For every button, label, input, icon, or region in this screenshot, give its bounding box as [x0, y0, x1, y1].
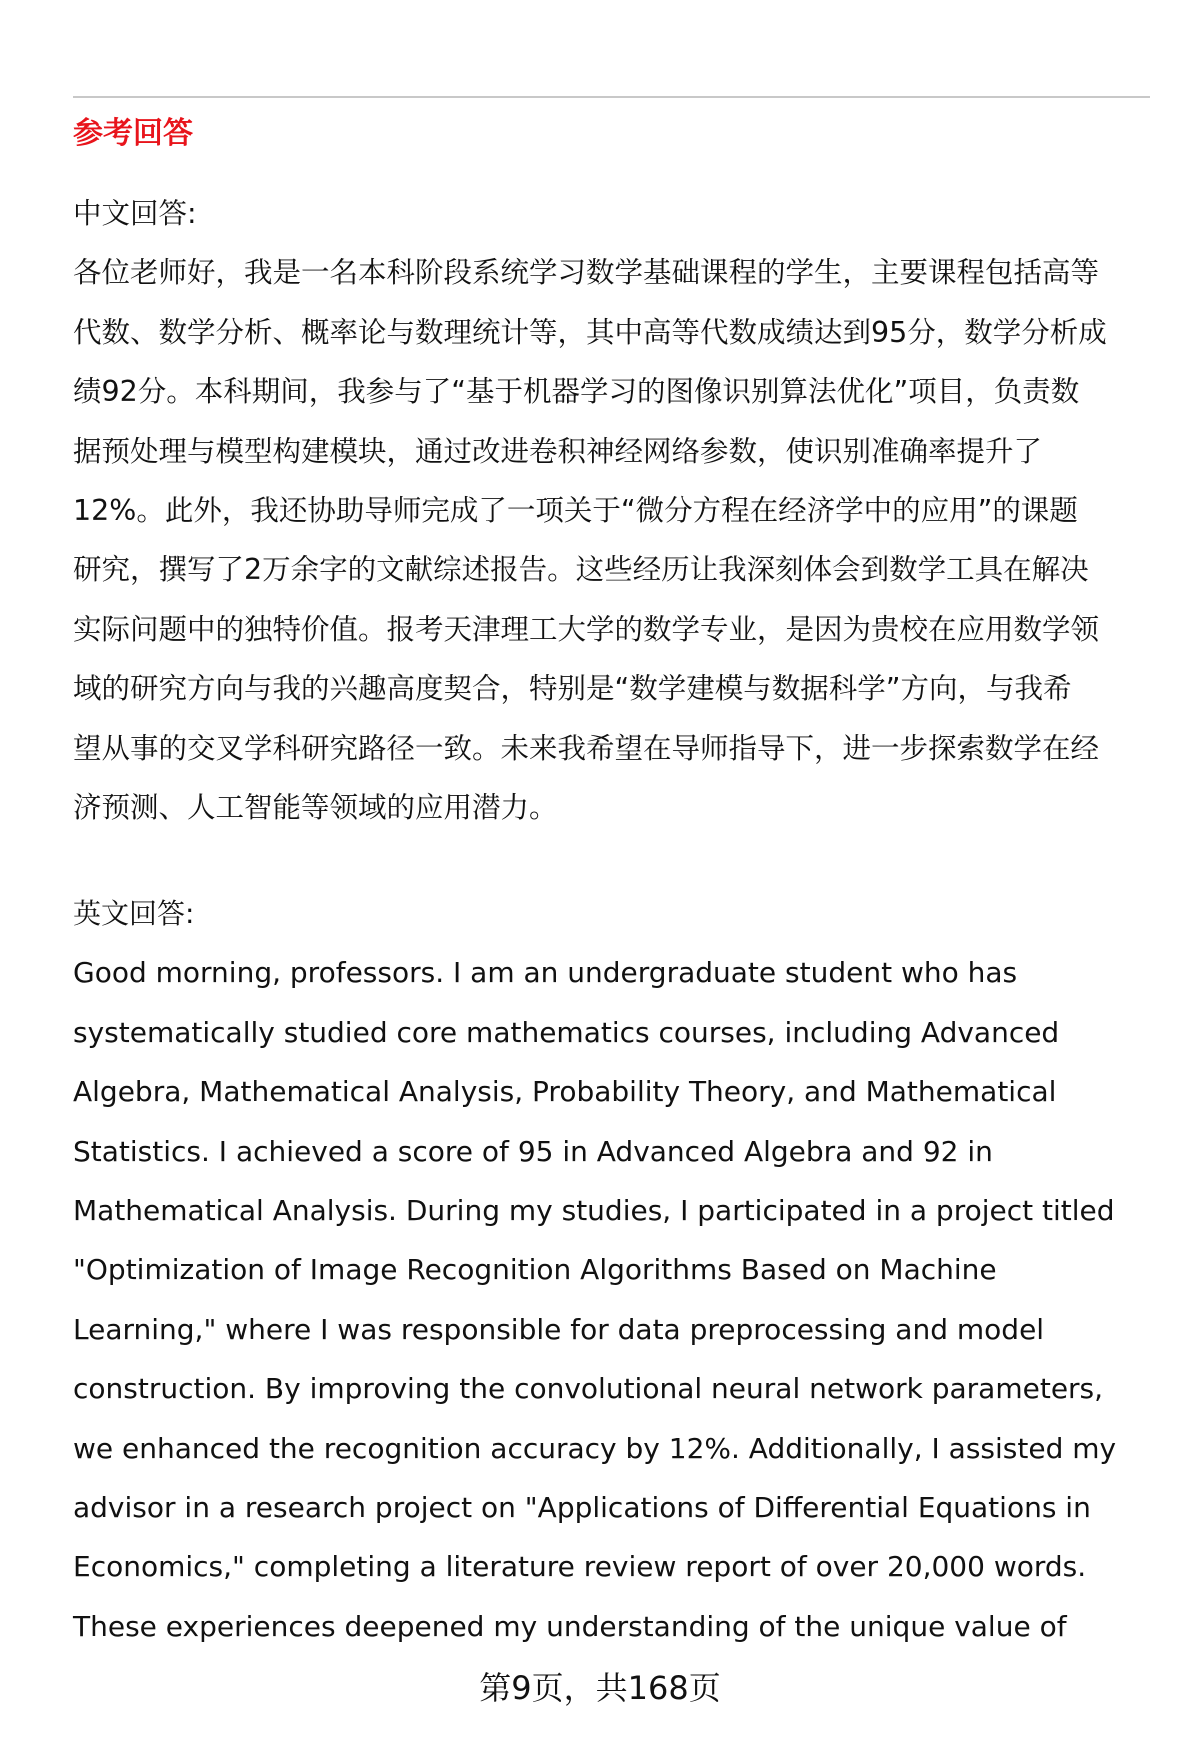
section-title: 参考回答	[73, 116, 193, 151]
paragraph-line: These experiences deepened my understanding of the unique value of	[73, 1609, 1067, 1643]
paragraph-line: Algebra, Mathematical Analysis, Probability Theory, and Mathematical	[73, 1075, 1057, 1109]
paragraph-line: 各位老师好，我是一名本科阶段系统学习数学基础课程的学生，主要课程包括高等	[73, 256, 1100, 290]
paragraph-line: 实际问题中的独特价值。报考天津理工大学的数学专业，是因为贵校在应用数学领	[73, 612, 1100, 646]
paragraph-line: Good morning, professors. I am an undergraduate student who has	[73, 956, 1018, 990]
paragraph-line: construction. By improving the convolutional neural network parameters,	[73, 1372, 1104, 1406]
paragraph-line: Statistics. I achieved a score of 95 in Advanced Algebra and 92 in	[73, 1134, 993, 1168]
paragraph-line: 望从事的交叉学科研究路径一致。未来我希望在导师指导下，进一步探索数学在经	[73, 731, 1100, 765]
paragraph-line: we enhanced the recognition accuracy by 12%. Additionally, I assisted my	[73, 1431, 1117, 1465]
paragraph-line: 12%。此外，我还协助导师完成了一项关于“微分方程在经济学中的应用”的课题	[73, 493, 1078, 527]
english-answer-label: 英文回答:	[73, 897, 195, 930]
paragraph-line: systematically studied core mathematics courses, including Advanced	[73, 1015, 1060, 1049]
paragraph-line: "Optimization of Image Recognition Algorithms Based on Machine	[73, 1253, 997, 1287]
paragraph-line: Mathematical Analysis. During my studies, I participated in a project titled	[73, 1193, 1115, 1227]
paragraph-line: 据预处理与模型构建模块，通过改进卷积神经网络参数，使识别准确率提升了	[73, 434, 1043, 468]
paragraph-line: advisor in a research project on "Applications of Differential Equations in	[73, 1490, 1091, 1524]
english-answer	[73, 884, 1173, 1656]
chinese-answer	[73, 184, 1173, 837]
top-divider	[73, 96, 1150, 98]
paragraph-line: 研究，撰写了2万余字的文献综述报告。这些经历让我深刻体会到数学工具在解决	[73, 553, 1089, 587]
chinese-answer-label: 中文回答:	[73, 197, 197, 230]
paragraph-line: 域的研究方向与我的兴趣高度契合，特别是“数学建模与数据科学”方向，与我希	[73, 672, 1072, 706]
page-number: 第9页，共168页	[479, 1669, 721, 1707]
paragraph-line: 代数、数学分析、概率论与数理统计等，其中高等代数成绩达到95分，数学分析成	[73, 315, 1107, 349]
paragraph-line: 济预测、人工智能等领域的应用潜力。	[73, 790, 558, 824]
paragraph-line: Economics," completing a literature review report of over 20,000 words.	[73, 1550, 1087, 1584]
paragraph-line: Learning," where I was responsible for data preprocessing and model	[73, 1312, 1045, 1346]
paragraph-line: 绩92分。本科期间，我参与了“基于机器学习的图像识别算法优化”项目，负责数	[73, 375, 1080, 409]
